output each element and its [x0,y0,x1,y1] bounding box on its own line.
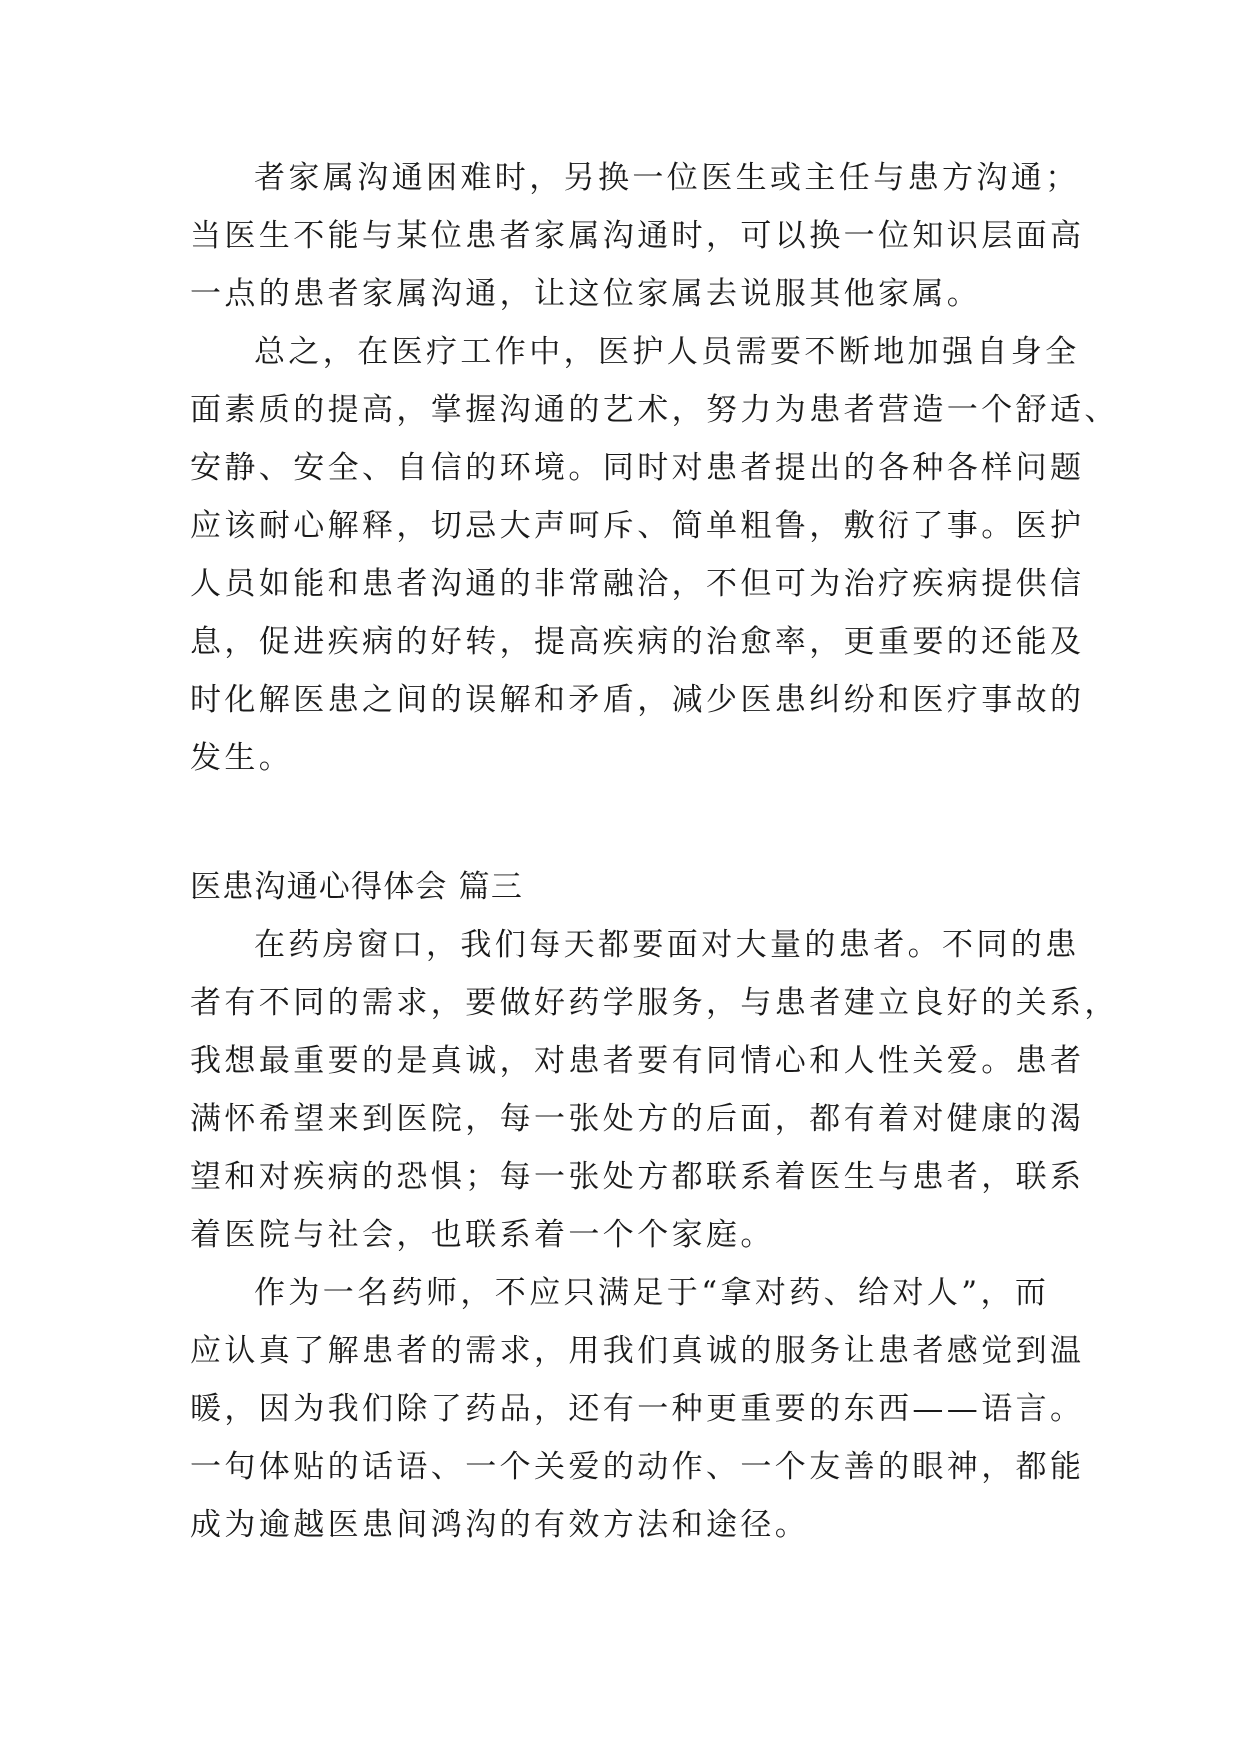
paragraph-line: 作为一名药师，不应只满足于“拿对药、给对人”，而 [254,1275,1050,1311]
paragraph-line: 应认真了解患者的需求，用我们真诚的服务让患者感觉到温 [190,1333,1085,1369]
paragraph-line: 总之，在医疗工作中，医护人员需要不断地加强自身全 [254,334,1080,370]
paragraph-line: 暖，因为我们除了药品，还有一种更重要的东西——语言。 [190,1391,1085,1427]
paragraph-line: 望和对疾病的恐惧；每一张处方都联系着医生与患者，联系 [190,1159,1085,1195]
paragraph-line: 我想最重要的是真诚，对患者要有同情心和人性关爱。患者 [190,1043,1085,1079]
paragraph-line: 当医生不能与某位患者家属沟通时，可以换一位知识层面高 [190,218,1085,254]
paragraph-line: 人员如能和患者沟通的非常融洽，不但可为治疗疾病提供信 [190,566,1085,602]
paragraph-line: 满怀希望来到医院，每一张处方的后面，都有着对健康的渴 [190,1101,1085,1137]
paragraph-line: 时化解医患之间的误解和矛盾，减少医患纠纷和医疗事故的 [190,682,1085,718]
paragraph-line: 息，促进疾病的好转，提高疾病的治愈率，更重要的还能及 [190,624,1085,660]
paragraph-line: 一点的患者家属沟通，让这位家属去说服其他家属。 [190,276,982,312]
paragraph-line: 应该耐心解释，切忌大声呵斥、简单粗鲁，敷衍了事。医护 [190,508,1085,544]
paragraph-line: 者有不同的需求，要做好药学服务，与患者建立良好的关系， [190,985,1119,1021]
paragraph-line: 发生。 [190,740,294,776]
paragraph-line: 一句体贴的话语、一个关爱的动作、一个友善的眼神，都能 [190,1449,1085,1485]
paragraph-line: 面素质的提高，掌握沟通的艺术，努力为患者营造一个舒适、 [190,392,1119,428]
paragraph-line: 着医院与社会，也联系着一个个家庭。 [190,1217,775,1253]
paragraph-line: 安静、安全、自信的环境。同时对患者提出的各种各样问题 [190,450,1085,486]
section-heading: 医患沟通心得体会 篇三 [190,869,524,905]
paragraph-line: 成为逾越医患间鸿沟的有效方法和途径。 [190,1507,810,1543]
paragraph-line: 者家属沟通困难时，另换一位医生或主任与患方沟通； [254,160,1080,196]
paragraph-line: 在药房窗口，我们每天都要面对大量的患者。不同的患 [254,927,1080,963]
